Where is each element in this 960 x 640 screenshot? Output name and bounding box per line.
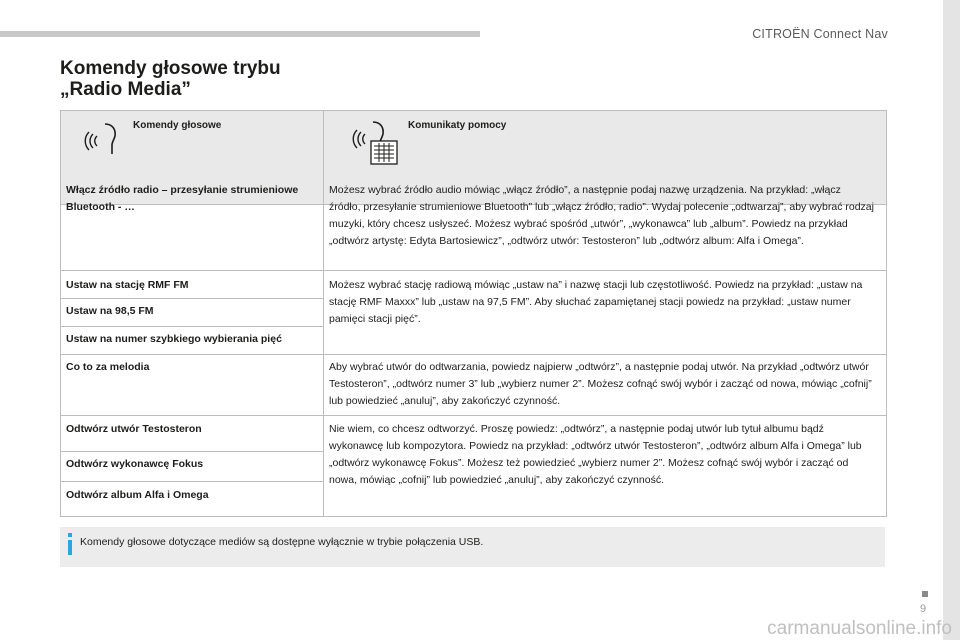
info-note — [60, 527, 885, 567]
help-text: Nie wiem, co chcesz odtworzyć. Proszę powiedz: „odtwórz”, a następnie podaj utwór lub tytuł albumu bądź wykonawcę lub kompozytora. Powiedz na przykład: „odtwórz utwór Testosteron”, „odtwórz album Alfa i Omega” lub „odtwórz wykonawcę Fokus”. Możesz też powiedzieć „wybierz numer 2”. Możesz cofnąć swój wybór i zacząć od nowa, mówiąc „cofnij” lub powiedzieć „anuluj”, aby zakończyć czynność. — [329, 423, 862, 486]
voice-command-icon — [83, 121, 123, 162]
voice-help-icon — [351, 119, 399, 172]
col1-header: Komendy głosowe — [133, 120, 222, 131]
side-tab — [943, 0, 960, 640]
help-text: Możesz wybrać stację radiową mówiąc „ustaw na” i nazwę stacji lub częstotliwość. Powiedz na przykład: „ustaw na stację RMF Maxxx” lub „ustaw na 97,5 FM”. Aby słuchać zapamiętanej stacji powiedz na przykład: „ustaw numer pamięci stacji pięć”. — [329, 279, 863, 325]
row-divider — [61, 481, 323, 482]
command-text: Odtwórz wykonawcę Fokus — [66, 458, 204, 470]
column-divider — [323, 111, 324, 516]
page-marker — [922, 591, 928, 597]
note-text: Komendy głosowe dotyczące mediów są dostępne wyłącznie w trybie połączenia USB. — [80, 536, 484, 548]
watermark: carmanualsonline.info — [767, 618, 952, 639]
row-divider — [61, 415, 886, 416]
voice-commands-table — [60, 110, 887, 517]
command-text: Odtwórz album Alfa i Omega — [66, 489, 209, 501]
help-text: Możesz wybrać źródło audio mówiąc „włącz źródło”, a następnie podaj nazwę urządzenia. Na przykład: „włącz źródło, przesyłanie strumieniowe Bluetooth” lub „włącz źródło, radio”. Wydaj polecenie „odtwarzaj”, aby wybrać rodzaj muzyki, który chcesz usłyszeć. Możesz wybrać spośród „utwór”, „wykonawca” lub „album”. Powiedz na przykład „odtwórz artystę: Edyta Bartosiewicz”, „odtwórz utwór: Testosteron” lub „odtwórz album: Alfa i Omega”. — [329, 184, 874, 247]
page-number: 9 — [920, 603, 927, 615]
command-text: Co to za melodia — [66, 361, 150, 373]
command-text: Ustaw na numer szybkiego wybierania pięć — [66, 333, 282, 345]
row-divider — [61, 298, 323, 299]
row-divider — [61, 354, 886, 355]
help-text: Aby wybrać utwór do odtwarzania, powiedz najpierw „odtwórz”, a następnie podaj utwór. Na przykład „odtwórz utwór Testosteron”, „odtwórz numer 3” lub „wybierz numer 2”. Możesz cofnąć swój wybór i zacząć od nowa, mówiąc „cofnij” lub powiedzieć „anuluj”, aby zakończyć czynność. — [329, 361, 872, 407]
row-divider — [61, 451, 323, 452]
page-title — [60, 58, 281, 100]
command-text: Ustaw na stację RMF FM — [66, 279, 189, 291]
row-divider — [61, 270, 886, 271]
row-divider — [61, 326, 323, 327]
col2-header: Komunikaty pomocy — [408, 120, 507, 131]
top-rule — [0, 31, 480, 37]
title-line-2: „Radio Media” — [60, 79, 191, 100]
title-line-1: Komendy głosowe trybu — [60, 58, 281, 79]
command-text: Odtwórz utwór Testosteron — [66, 423, 202, 435]
command-text: Ustaw na 98,5 FM — [66, 305, 154, 317]
brand-label: CITROËN Connect Nav — [752, 27, 888, 41]
command-text: Włącz źródło radio – przesyłanie strumieniowe Bluetooth - … — [66, 184, 299, 213]
info-icon — [66, 533, 74, 560]
